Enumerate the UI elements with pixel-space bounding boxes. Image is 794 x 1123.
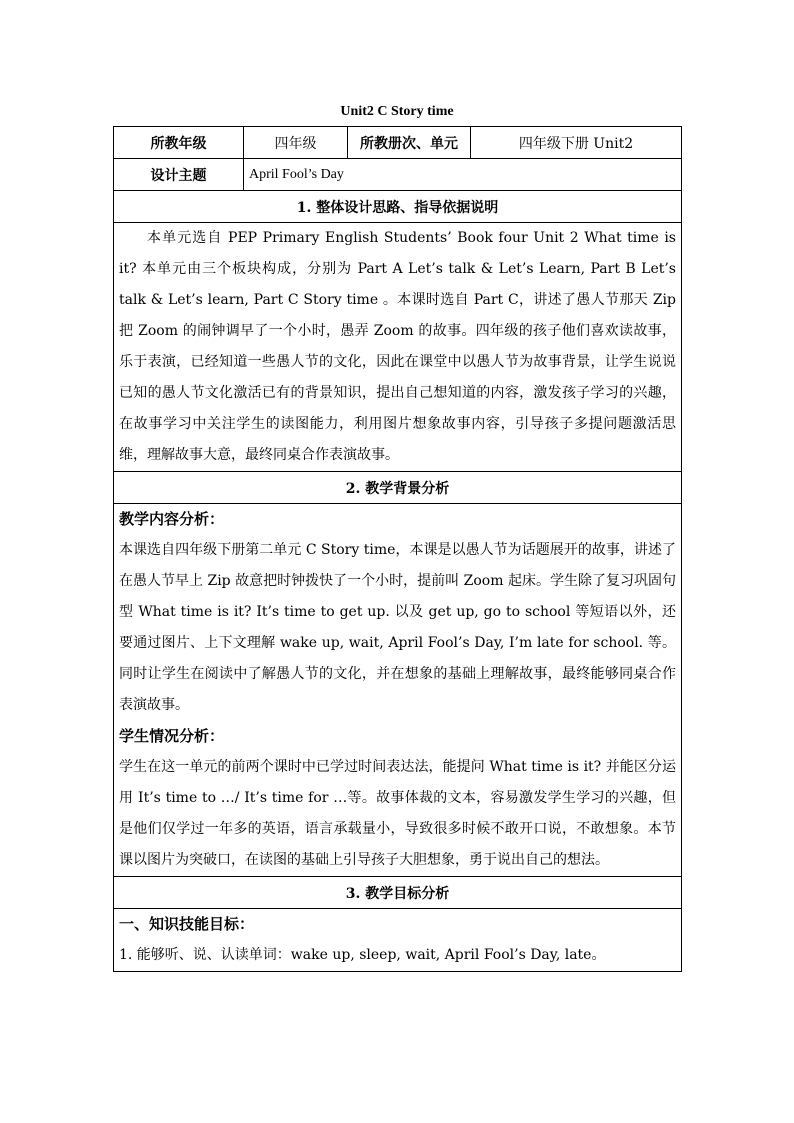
section-2-body xyxy=(114,504,682,877)
section-2-heading-row xyxy=(114,472,682,504)
document-title: Unit2 C Story time xyxy=(340,104,454,119)
section-3-heading: 3. 教学目标分析 xyxy=(114,877,682,909)
lesson-plan-table xyxy=(113,126,682,972)
grade-label: 所教年级 xyxy=(114,127,244,159)
section-3-body xyxy=(114,909,682,972)
grade-value: 四年级 xyxy=(244,127,348,159)
volume-label: 所教册次、单元 xyxy=(348,127,471,159)
info-row-grade xyxy=(114,127,682,159)
info-row-theme xyxy=(114,159,682,191)
section-1-heading-row xyxy=(114,191,682,223)
section-1-paragraph: 本单元选自 PEP Primary English Students’ Book four Unit 2 What time is it? 本单元由三个板块构成，分别为 Part A Let’s talk & Let’s Learn, Part B Let’s talk & Let’s learn, Part C Story time 。本课时选自 Part C，讲述了愚人节那天 Zip 把 Zoom 的闹钟调早了一个小时，愚弄 Zoom 的故事。四年级的孩子他们喜欢读故事，乐于表演，已经知道一些愚人节的文化，因此在课堂中以愚人节为故事背景，让学生说说已知的愚人节文化激活已有的背景知识，提出自己想知道的内容，激发孩子学习的兴趣，在故事学习中关注学生的读图能力，利用图片想象故事内容，引导孩子多提问题激活思维，理解故事大意，最终同桌合作表演故事。 xyxy=(119,230,676,463)
section-1-body-row xyxy=(114,223,682,472)
section-2-heading: 2. 教学背景分析 xyxy=(114,472,682,504)
section-3-heading-row xyxy=(114,877,682,909)
student-analysis-subhead: 学生情况分析： xyxy=(119,727,225,745)
theme-value: April Fool’s Day xyxy=(244,159,682,191)
section-2-body-row xyxy=(114,504,682,877)
theme-label: 设计主题 xyxy=(114,159,244,191)
knowledge-goal-item-1: 1. 能够听、说、认读单词：wake up, sleep, wait, April Fool’s Day, late。 xyxy=(119,947,606,963)
section-1-heading: 1. 整体设计思路、指导依据说明 xyxy=(114,191,682,223)
content-analysis-subhead: 教学内容分析： xyxy=(119,510,225,528)
knowledge-goal-subhead: 一、知识技能目标： xyxy=(119,915,255,933)
section-1-body xyxy=(114,223,682,472)
section-3-body-row xyxy=(114,909,682,972)
student-analysis-text: 学生在这一单元的前两个课时中已学过时间表达法，能提问 What time is it? 并能区分运用 It’s time to …/ It’s time for …等。故事体裁的文本，容易激发学生学习的兴趣，但是他们仅学过一年多的英语，语言承载量小，导致很多时候不敢开口说，不敢想象。本节课以图片为突破口，在读图的基础上引导孩子大胆想象，勇于说出自己的想法。 xyxy=(119,759,676,868)
volume-value: 四年级下册 Unit2 xyxy=(471,127,682,159)
content-analysis-text: 本课选自四年级下册第二单元 C Story time，本课是以愚人节为话题展开的故事，讲述了在愚人节早上 Zip 故意把时钟拨快了一个小时，提前叫 Zoom 起床。学生除了复习巩固句型 What time is it? It’s time to get up. 以及 get up, go to school 等短语以外，还要通过图片、上下文理解 wake up, wait, April Fool’s Day, I’m late for school. 等。同时让学生在阅读中了解愚人节的文化，并在想象的基础上理解故事，最终能够同桌合作表演故事。 xyxy=(119,542,676,713)
